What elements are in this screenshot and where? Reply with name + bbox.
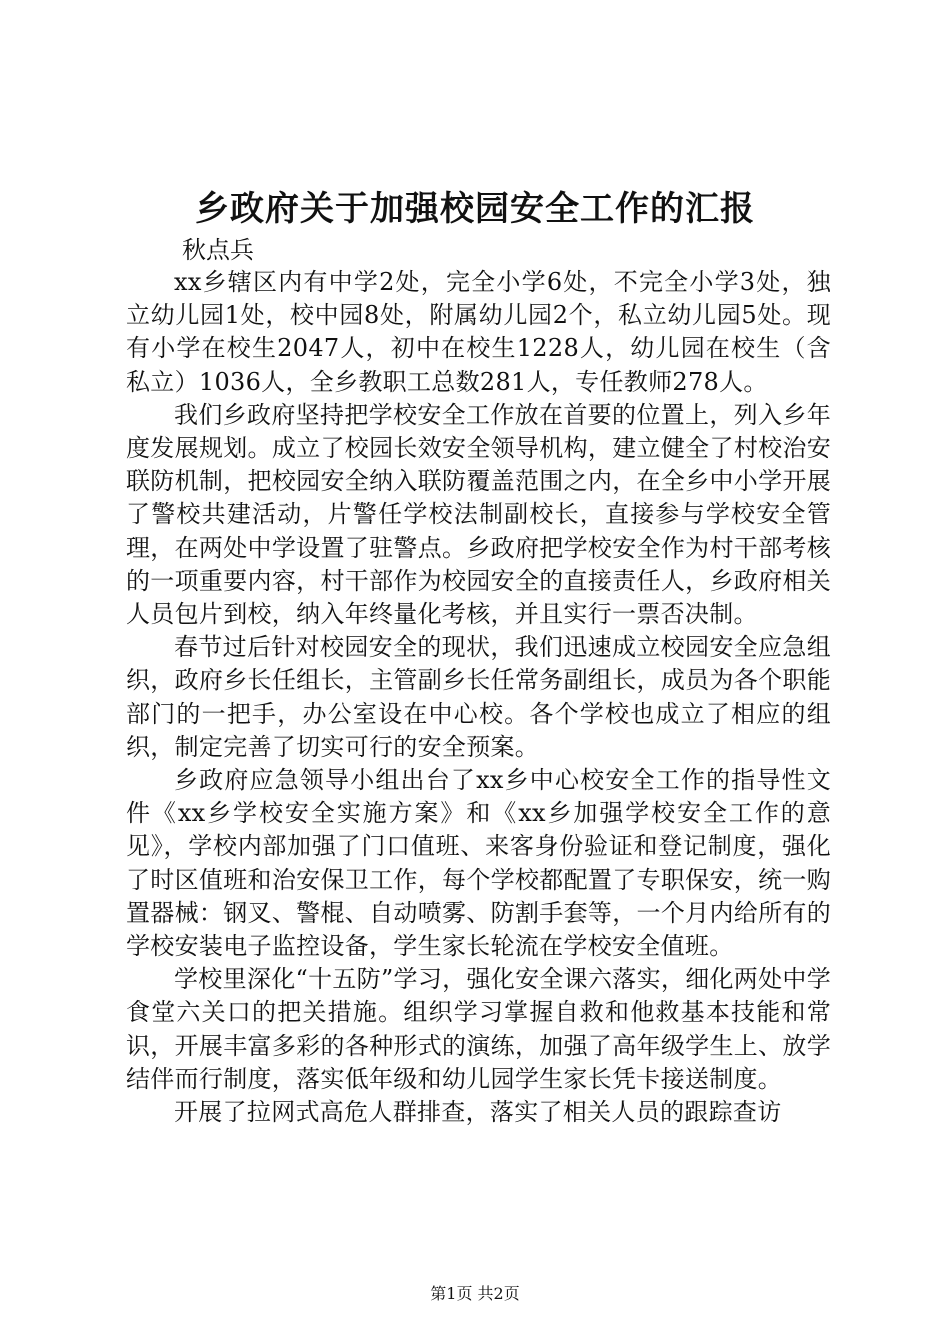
document-title: 乡政府关于加强校园安全工作的汇报	[195, 189, 755, 229]
document-body	[126, 266, 831, 1129]
paragraph: 学校里深化“十五防”学习，强化安全课六落实，细化两处中学食堂六关口的把关措施。组织学习掌握自救和他救基本技能和常识，开展丰富多彩的各种形式的演练，加强了高年级学生上、放学结伴而行制度，落实低年级和幼儿园学生家长凭卡接送制度。	[126, 965, 831, 1093]
paragraph: 开展了拉网式高危人群排查，落实了相关人员的跟踪查访	[174, 1098, 782, 1127]
paragraph: xx乡辖区内有中学2处，完全小学6处，不完全小学3处，独立幼儿园1处，校中园8处，附属幼儿园2个，私立幼儿园5处。现有小学在校生2047人，初中在校生1228人，幼儿园在校生（含私立）1036人，全乡教职工总数281人，专任教师278人。	[126, 268, 831, 396]
author-name: 秋点兵	[182, 236, 254, 264]
paragraph: 乡政府应急领导小组出台了xx乡中心校安全工作的指导性文件《xx乡学校安全实施方案》和《xx乡加强学校安全工作的意见》，学校内部加强了门口值班、来客身份验证和登记制度，强化了时区值班和治安保卫工作，每个学校都配置了专职保安，统一购置器械：钢叉、警棍、自动喷雾、防割手套等，一个月内给所有的学校安装电子监控设备，学生家长轮流在学校安全值班。	[126, 766, 831, 961]
paragraph: 春节过后针对校园安全的现状，我们迅速成立校园安全应急组织，政府乡长任组长，主管副乡长任常务副组长，成员为各个职能部门的一把手，办公室设在中心校。各个学校也成立了相应的组织，制定完善了切实可行的安全预案。	[126, 633, 831, 761]
paragraph: 我们乡政府坚持把学校安全工作放在首要的位置上，列入乡年度发展规划。成立了校园长效安全领导机构，建立健全了村校治安联防机制，把校园安全纳入联防覆盖范围之内，在全乡中小学开展了警校共建活动，片警任学校法制副校长，直接参与学校安全管理，在两处中学设置了驻警点。乡政府把学校安全作为村干部考核的一项重要内容，村干部作为校园安全的直接责任人，乡政府相关人员包片到校，纳入年终量化考核，并且实行一票否决制。	[126, 400, 831, 629]
page-footer: 第1页 共2页	[430, 1284, 520, 1303]
